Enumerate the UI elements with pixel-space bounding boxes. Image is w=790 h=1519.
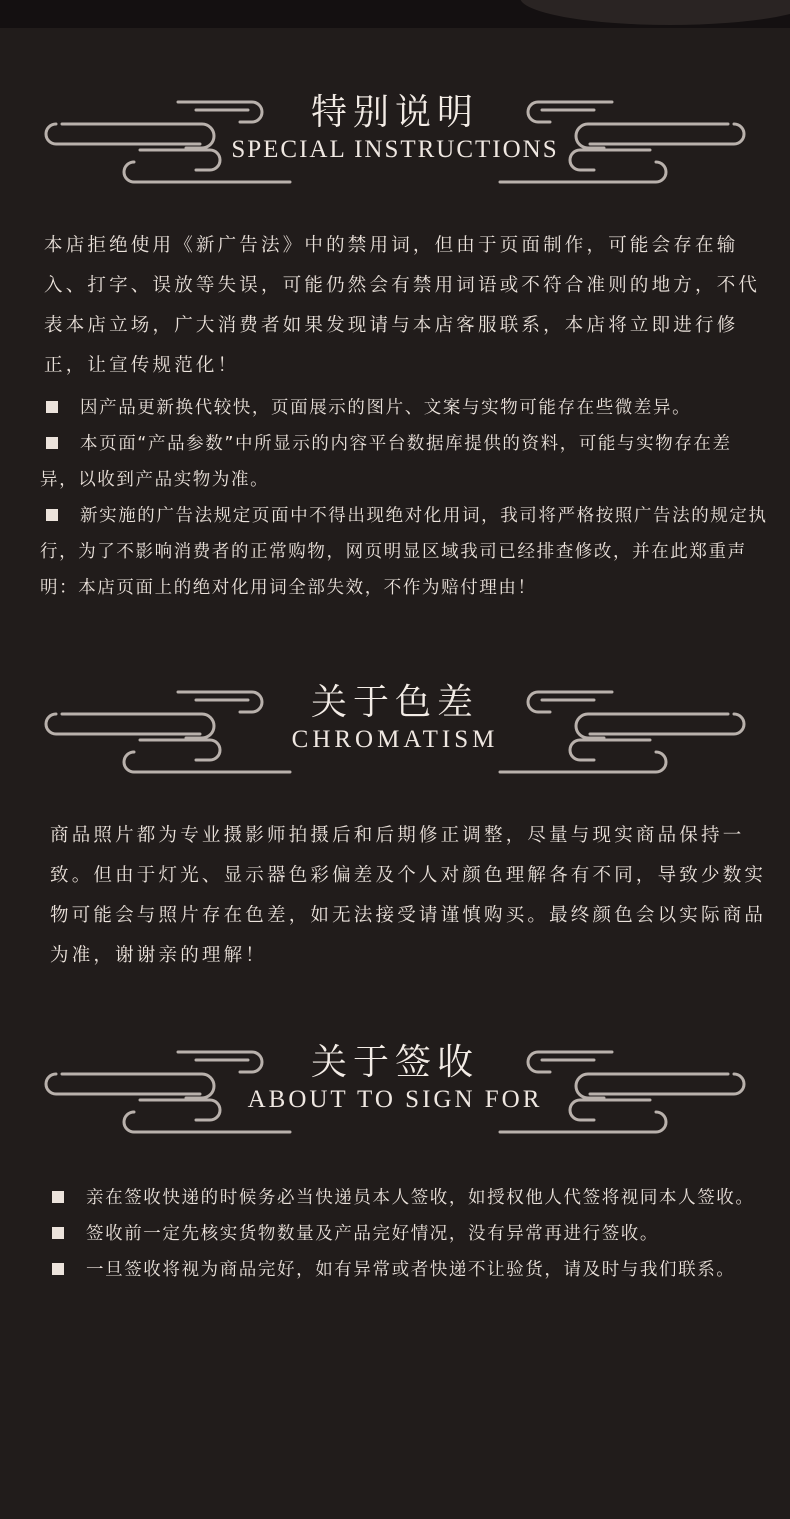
square-bullet-icon — [52, 1263, 64, 1275]
section-header — [0, 80, 790, 200]
section-title-cn: 关于签收 — [310, 1042, 479, 1083]
list-item: 一旦签收将视为商品完好，如有异常或者快递不让验货，请及时与我们联系。 — [46, 1252, 774, 1288]
section-header — [0, 670, 790, 790]
section-title-en: CHROMATISM — [291, 726, 499, 753]
section-special-instructions — [0, 80, 790, 598]
list-item: 签收前一定先核实货物数量及产品完好情况，没有异常再进行签收。 — [46, 1216, 774, 1252]
section-sign-for — [0, 1030, 790, 1280]
list-item: 新实施的广告法规定页面中不得出现绝对化用词，我司将严格按照广告法的规定执行，为了不影响消费者的正常购物，网页明显区域我司已经排查修改，并在此郑重声明：本店页面上的绝对化用词全部失效，不作为赔付理由！ — [40, 506, 768, 598]
notice-list — [40, 390, 768, 606]
list-item: 因产品更新换代较快，页面展示的图片、文案与实物可能存在些微差异。 — [40, 390, 768, 426]
top-banner-strip — [0, 0, 790, 28]
chromatism-paragraph: 商品照片都为专业摄影师拍摄后和后期修正调整，尽量与现实商品保持一致。但由于灯光、显示器色彩偏差及个人对颜色理解各有不同，导致少数实物可能会与照片存在色差，如无法接受请谨慎购买。最终颜色会以实际商品为准，谢谢亲的理解！ — [50, 825, 767, 966]
square-bullet-icon — [52, 1191, 64, 1203]
section-title-cn: 特别说明 — [310, 92, 479, 133]
list-item: 本页面“产品参数”中所显示的内容平台数据库提供的资料，可能与实物存在差异，以收到产品实物为准。 — [40, 434, 732, 490]
section-chromatism — [0, 670, 790, 966]
section-title-en: SPECIAL INSTRUCTIONS — [231, 136, 559, 163]
square-bullet-icon — [46, 509, 58, 521]
square-bullet-icon — [46, 401, 58, 413]
square-bullet-icon — [52, 1227, 64, 1239]
sign-for-list — [46, 1180, 774, 1288]
section-title-cn: 关于色差 — [310, 682, 479, 723]
square-bullet-icon — [46, 437, 58, 449]
list-item: 亲在签收快递的时候务必当快递员本人签收，如授权他人代签将视同本人签收。 — [46, 1180, 774, 1216]
section-header — [0, 1030, 790, 1150]
notice-paragraph: 本店拒绝使用《新广告法》中的禁用词，但由于页面制作，可能会存在输入、打字、误放等失误，可能仍然会有禁用词语或不符合准则的地方，不代表本店立场，广大消费者如果发现请与本店客服联系，本店将立即进行修正，让宣传规范化！ — [44, 235, 761, 376]
section-title-en: ABOUT TO SIGN FOR — [247, 1086, 543, 1113]
